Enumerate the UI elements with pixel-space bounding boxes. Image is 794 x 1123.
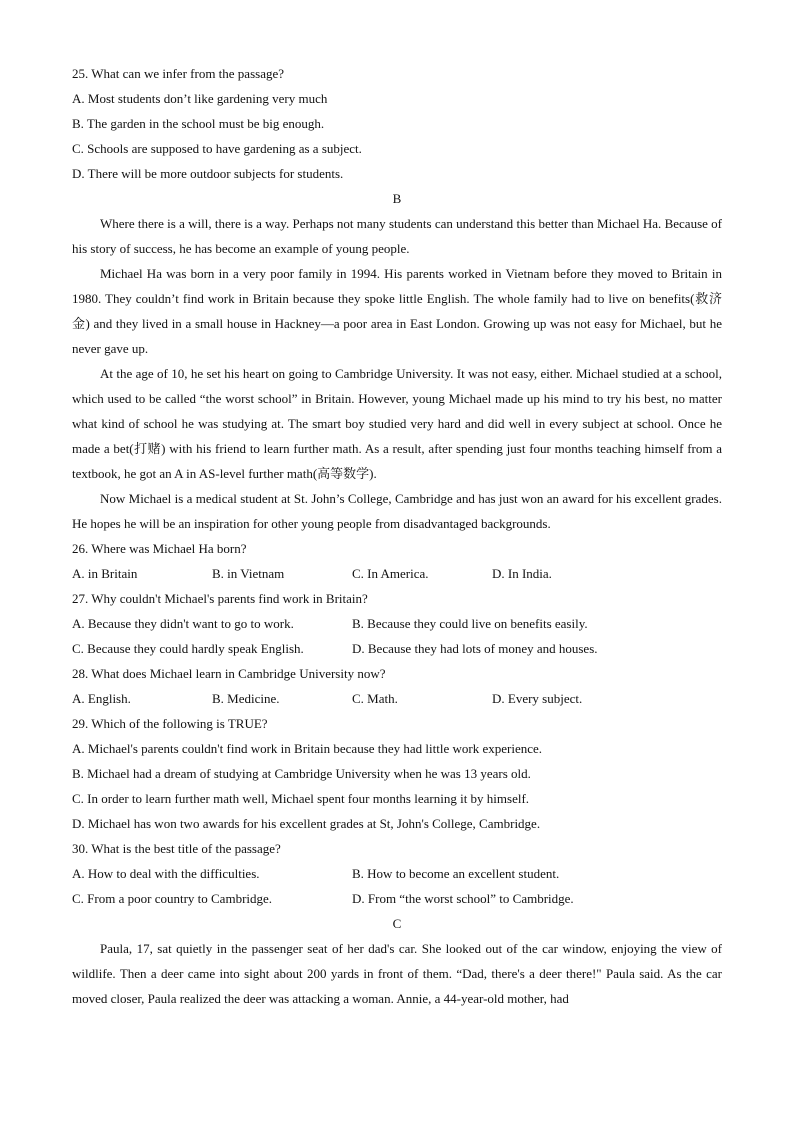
paragraph: Where there is a will, there is a way. Perhaps not many students can understand this better than Michael Ha. Because of his story of success, he has become an example of young people. — [72, 216, 722, 256]
option-a: A. English. — [72, 691, 131, 706]
option-a: A. Most students don’t like gardening very much — [72, 91, 328, 106]
option-c: C. Math. — [352, 691, 398, 706]
option-c: C. In America. — [352, 566, 429, 581]
option-a: A. How to deal with the difficulties. — [72, 866, 260, 881]
question-text: 27. Why couldn't Michael's parents find work in Britain? — [72, 591, 368, 606]
options-row — [72, 636, 722, 661]
question-text: 26. Where was Michael Ha born? — [72, 541, 247, 556]
option-a: A. Michael's parents couldn't find work in Britain because they had little work experience. — [72, 741, 543, 756]
option-b: B. Michael had a dream of studying at Cambridge University when he was 13 years old. — [72, 766, 531, 781]
option-b: B. How to become an excellent student. — [352, 866, 560, 881]
option-c: C. In order to learn further math well, Michael spent four months learning it by himself. — [72, 791, 530, 806]
option-d: D. Because they had lots of money and houses. — [352, 641, 598, 656]
option-d: D. Every subject. — [492, 691, 583, 706]
option-d: D. From “the worst school” to Cambridge. — [352, 891, 574, 906]
option-c: C. Because they could hardly speak English. — [72, 641, 304, 656]
section-heading: B — [392, 191, 402, 206]
question-text: 28. What does Michael learn in Cambridge University now? — [72, 666, 386, 681]
question-text: 29. Which of the following is TRUE? — [72, 716, 268, 731]
paragraph: Michael Ha was born in a very poor family in 1994. His parents worked in Vietnam before they moved to Britain in 1980. They couldn’t find work in Britain because they spoke little English. The whole family had to live on benefits(救济金) and they lived in a small house in Hackney—a poor area in East London. Growing up was not easy for Michael, but he never gave up. — [72, 266, 722, 356]
option-d: D. In India. — [492, 566, 552, 581]
options-row — [72, 886, 722, 911]
option-b: B. The garden in the school must be big enough. — [72, 116, 325, 131]
option-a: A. in Britain — [72, 566, 138, 581]
option-b: B. in Vietnam — [212, 566, 285, 581]
question-text: 30. What is the best title of the passage? — [72, 841, 281, 856]
option-b: B. Medicine. — [212, 691, 280, 706]
section-c — [72, 911, 722, 1011]
option-a: A. Because they didn't want to go to work. — [72, 616, 294, 631]
section-b — [72, 186, 722, 536]
option-d: D. There will be more outdoor subjects for students. — [72, 166, 344, 181]
options-row — [72, 861, 722, 886]
option-d: D. Michael has won two awards for his excellent grades at St, John's College, Cambridge. — [72, 816, 541, 831]
option-c: C. Schools are supposed to have gardening as a subject. — [72, 141, 362, 156]
paragraph: Paula, 17, sat quietly in the passenger seat of her dad's car. She looked out of the car window, enjoying the view of wildlife. Then a deer came into sight about 200 yards in front of them. “Dad, there's a deer there!" Paula said. As the car moved closer, Paula realized the deer was attacking a woman. Annie, a 44-year-old mother, had — [72, 941, 722, 1006]
option-b: B. Because they could live on benefits easily. — [352, 616, 588, 631]
options-row — [72, 686, 722, 711]
question-25 — [72, 61, 722, 186]
question-28 — [72, 661, 722, 711]
question-30 — [72, 836, 722, 911]
question-29 — [72, 711, 722, 836]
question-text: 25. What can we infer from the passage? — [72, 66, 285, 81]
options-row — [72, 611, 722, 636]
options-row — [72, 561, 722, 586]
exam-page — [72, 61, 722, 1011]
section-heading: C — [392, 916, 402, 931]
option-c: C. From a poor country to Cambridge. — [72, 891, 273, 906]
paragraph: Now Michael is a medical student at St. John’s College, Cambridge and has just won an award for his excellent grades. He hopes he will be an inspiration for other young people from disadvantaged backgrounds. — [72, 491, 722, 531]
question-26 — [72, 536, 722, 586]
paragraph: At the age of 10, he set his heart on going to Cambridge University. It was not easy, either. Michael studied at a school, which used to be called “the worst school” in Britain. However, young Michael made up his mind to try his best, no matter what kind of school he was studying at. The smart boy studied very hard and did well in every subject at school. Once he made a bet(打赌) with his friend to learn further math. As a result, after spending just four months teaching himself from a textbook, he got an A in AS-level further math(高等数学). — [72, 366, 722, 481]
question-27 — [72, 586, 722, 661]
